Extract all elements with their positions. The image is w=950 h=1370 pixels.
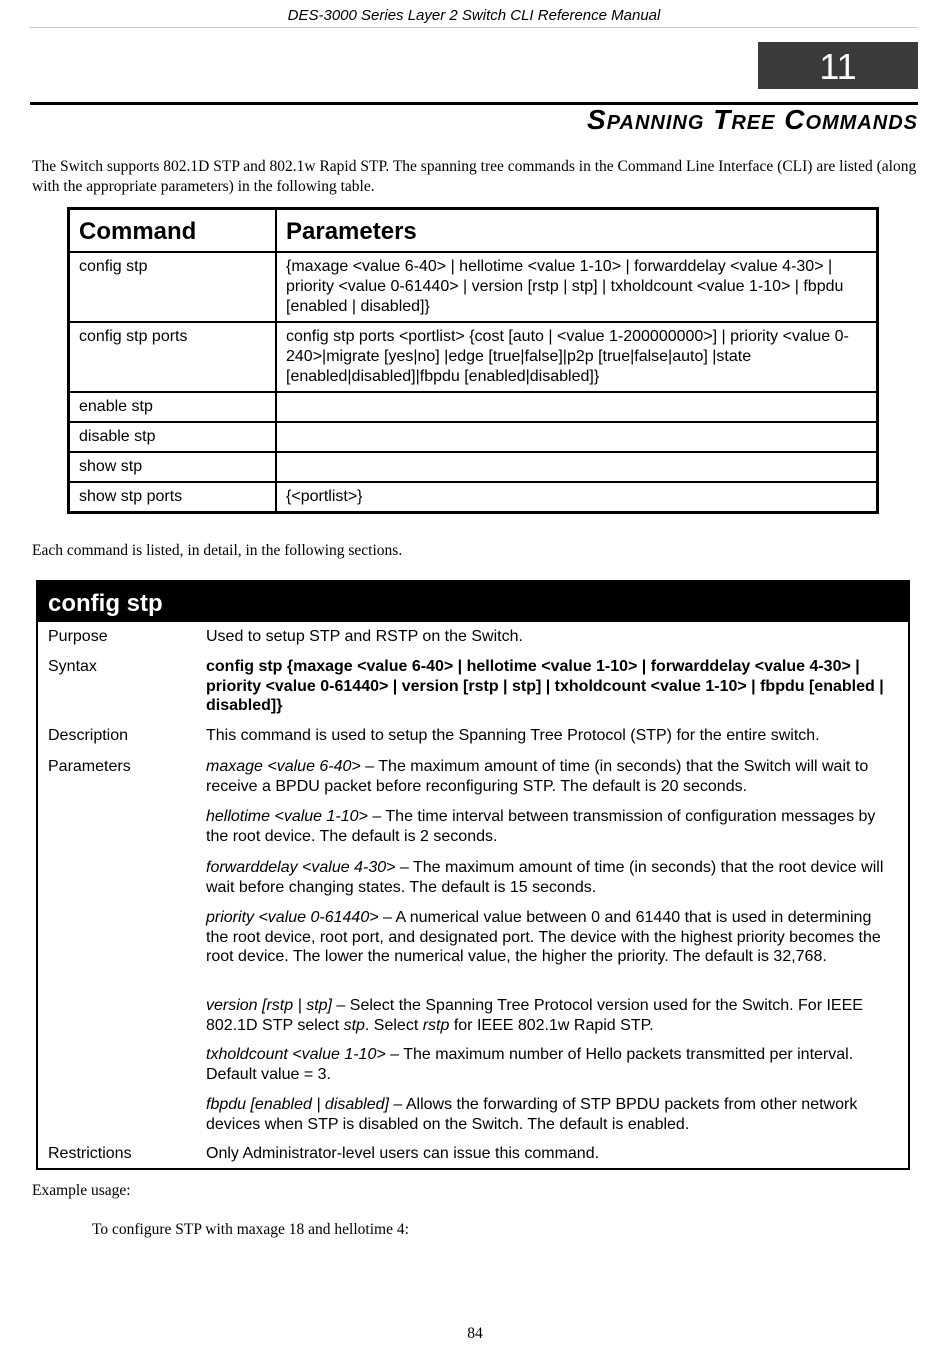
sections-note: Each command is listed, in detail, in the following sections. [32,542,403,559]
parameters-cell [276,422,878,452]
table-header-row [69,209,878,253]
parameter-description-end: for IEEE 802.1w Rapid STP. [449,1016,654,1034]
parameters-cell: {maxage <value 6-40> | hellotime <value 1-10> | forwarddelay <value 4-30> | priority <value 0-61440> | version [rstp | stp] | txholdcount <value 1-10> | fbpdu [enabled | disabled]} [276,252,878,322]
parameter-name: version [rstp | stp] [206,997,332,1014]
page-number: 84 [467,1325,483,1342]
table-row [69,392,878,422]
command-cell: config stp ports [69,322,277,392]
command-cell: enable stp [69,392,277,422]
example-label: Example usage: [32,1182,131,1199]
table-row [69,252,878,322]
parameter-description: – The time interval between transmission of configuration messages by the root device. The default is 2 seconds. [206,808,876,845]
parameter-description-cont: . Select [364,1016,423,1034]
parameters-cell: {<portlist>} [276,482,878,513]
parameter-name: txholdcount <value 1-10> [206,1046,386,1063]
column-header-parameters: Parameters [276,209,878,253]
parameters-cell: config stp ports <portlist> {cost [auto | <value 1-200000000>] | priority <value 0-240>|migrate [yes|no] |edge [true|false]|p2p [true|false|auto] |state [enabled|disabled]|fbpdu [enabled|disabled]} [276,322,878,392]
parameters-cell [276,452,878,482]
command-cell: show stp ports [69,482,277,513]
parameter-description: – The maximum amount of time (in seconds) that the Switch will wait to receive a BPDU packet before reconfiguring STP. The default is 20 seconds. [206,758,869,795]
description-text: This command is used to setup the Spanning Tree Protocol (STP) for the entire switch. [206,727,820,744]
option-stp: stp [343,1016,365,1034]
syntax-text: config stp {maxage <value 6-40> | hellotime <value 1-10> | forwarddelay <value 4-30> | priority <value 0-61440> | version [rstp | stp] | txholdcount <value 1-10> | fbpdu [enabled | disabled]} [206,658,884,714]
header-divider [30,27,918,28]
parameter-name: hellotime <value 1-10> [206,808,368,825]
command-table [67,207,879,514]
parameters-cell [276,392,878,422]
intro-paragraph: The Switch supports 802.1D STP and 802.1w Rapid STP. The spanning tree commands in the Command Line Interface (CLI) are listed (along with the appropriate parameters) in the following table. [32,158,917,195]
purpose-text: Used to setup STP and RSTP on the Switch. [206,628,523,645]
chapter-title: Spanning Tree Commands [587,104,918,135]
parameter-name: maxage <value 6-40> [206,758,361,775]
parameter-description: – Select the Spanning Tree Protocol version used for the Switch. For IEEE 802.1D STP select [206,997,863,1034]
option-rstp: rstp [422,1016,450,1034]
parameter-name: priority <value 0-61440> [206,909,379,926]
column-header-command: Command [69,209,277,253]
table-row [69,422,878,452]
parameter-name: fbpdu [enabled | disabled] [206,1096,389,1113]
example-description: To configure STP with maxage 18 and hellotime 4: [92,1221,409,1238]
parameter-name: forwarddelay <value 4-30> [206,859,396,876]
table-row [69,482,878,513]
purpose-label: Purpose [48,628,108,645]
chapter-number: 11 [758,42,918,89]
running-header: DES-3000 Series Layer 2 Switch CLI Reference Manual [287,7,661,24]
parameter-description: – The maximum amount of time (in seconds) that the root device will wait before changing states. The default is 15 seconds. [206,859,884,896]
parameter-description: – A numerical value between 0 and 61440 that is used in determining the root device, root port, and designated port. The device with the highest priority becomes the root device. The lower the numerical value, the higher the priority. The default is 32,768. [206,909,881,965]
command-detail-box [36,580,910,1170]
parameter-description: – The maximum number of Hello packets transmitted per interval. Default value = 3. [206,1046,854,1083]
parameters-label: Parameters [48,758,131,775]
command-detail-title: config stp [38,582,908,622]
command-cell: config stp [69,252,277,322]
syntax-label: Syntax [48,658,97,675]
command-cell: disable stp [69,422,277,452]
table-row [69,322,878,392]
description-label: Description [48,727,129,744]
table-row [69,452,878,482]
restrictions-label: Restrictions [48,1145,132,1162]
command-cell: show stp [69,452,277,482]
parameter-description: – Allows the forwarding of STP BPDU packets from other network devices when STP is disabled on the Switch. The default is enabled. [206,1096,858,1133]
restrictions-text: Only Administrator-level users can issue this command. [206,1145,600,1162]
